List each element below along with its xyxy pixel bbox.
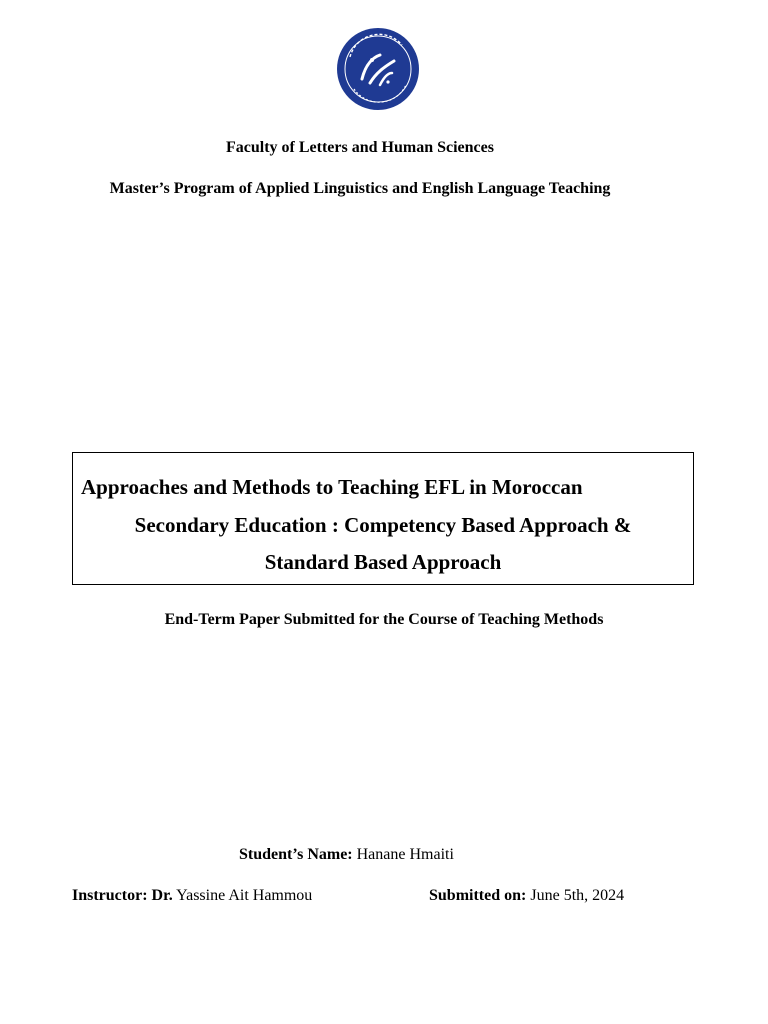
- faculty-name: Faculty of Letters and Human Sciences: [226, 139, 494, 156]
- university-seal-icon: [336, 27, 420, 111]
- submission-value: June 5th, 2024: [530, 887, 625, 904]
- student-name-line: [239, 845, 454, 865]
- submission-label: Submitted on:: [429, 887, 527, 904]
- instructor-label: Instructor: Dr.: [72, 887, 173, 904]
- student-name-label: Student’s Name:: [239, 846, 353, 863]
- title-line-3: Standard Based Approach: [264, 550, 502, 574]
- university-logo: [336, 27, 420, 111]
- title-line-1: Approaches and Methods to Teaching EFL in Moroccan: [81, 475, 583, 499]
- submission-date-line: [429, 886, 624, 906]
- program-name: Master’s Program of Applied Linguistics and English Language Teaching: [109, 180, 611, 197]
- title-box: [72, 452, 694, 585]
- title-line-2: Secondary Education : Competency Based Approach &: [134, 513, 632, 537]
- student-name-value: Hanane Hmaiti: [356, 846, 454, 863]
- instructor-line: [72, 886, 312, 906]
- instructor-value: Yassine Ait Hammou: [176, 887, 313, 904]
- paper-subtitle: End-Term Paper Submitted for the Course of Teaching Methods: [164, 611, 604, 628]
